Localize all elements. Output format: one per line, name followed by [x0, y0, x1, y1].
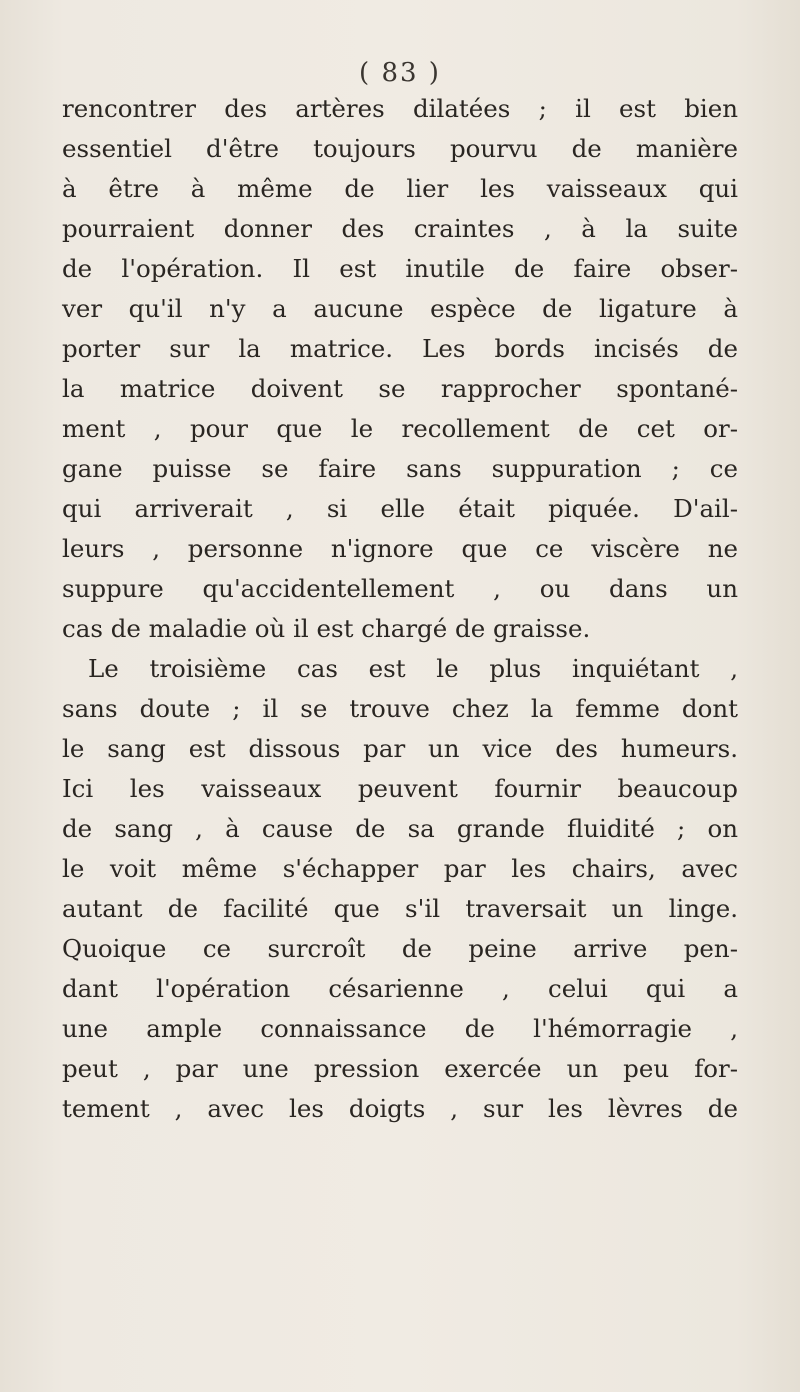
- text-line: le sang est dissous par un vice des humeurs.: [62, 734, 738, 763]
- body-text: [62, 89, 738, 1129]
- text-line: le voit même s'échapper par les chairs, avec: [62, 854, 738, 883]
- text-line: Quoique ce surcroît de peine arrive pen-: [62, 934, 738, 963]
- page-number: ( 83 ): [359, 58, 441, 88]
- text-line: peut , par une pression exercée un peu for-: [62, 1054, 738, 1083]
- text-line: autant de facilité que s'il traversait un linge.: [62, 894, 738, 923]
- text-line: pourraient donner des craintes , à la suite: [62, 214, 738, 243]
- text-line: ment , pour que le recollement de cet or-: [62, 414, 738, 443]
- text-line: de sang , à cause de sa grande fluidité ; on: [62, 814, 738, 843]
- text-line: sans doute ; il se trouve chez la femme dont: [62, 694, 738, 723]
- text-line: suppure qu'accidentellement , ou dans un: [62, 574, 738, 603]
- text-line: essentiel d'être toujours pourvu de manière: [62, 134, 738, 163]
- text-line: dant l'opération césarienne , celui qui a: [62, 974, 738, 1003]
- text-line: qui arriverait , si elle était piquée. D'ail-: [62, 494, 738, 523]
- text-line: ver qu'il n'y a aucune espèce de ligature à: [62, 294, 738, 323]
- text-line: à être à même de lier les vaisseaux qui: [62, 174, 738, 203]
- text-line: gane puisse se faire sans suppuration ; ce: [62, 454, 738, 483]
- text-line: Ici les vaisseaux peuvent fournir beaucoup: [62, 774, 738, 803]
- text-line: leurs , personne n'ignore que ce viscère ne: [62, 534, 738, 563]
- text-line: Le troisième cas est le plus inquiétant ,: [88, 654, 738, 683]
- text-line: porter sur la matrice. Les bords incisés de: [62, 334, 738, 363]
- text-line: une ample connaissance de l'hémorragie ,: [62, 1014, 738, 1043]
- text-line: tement , avec les doigts , sur les lèvres de: [62, 1094, 738, 1123]
- text-line: cas de maladie où il est chargé de graisse.: [62, 614, 591, 643]
- text-line: de l'opération. Il est inutile de faire obser-: [62, 254, 738, 283]
- text-line: la matrice doivent se rapprocher spontané-: [62, 374, 738, 403]
- text-line: rencontrer des artères dilatées ; il est bien: [62, 94, 738, 123]
